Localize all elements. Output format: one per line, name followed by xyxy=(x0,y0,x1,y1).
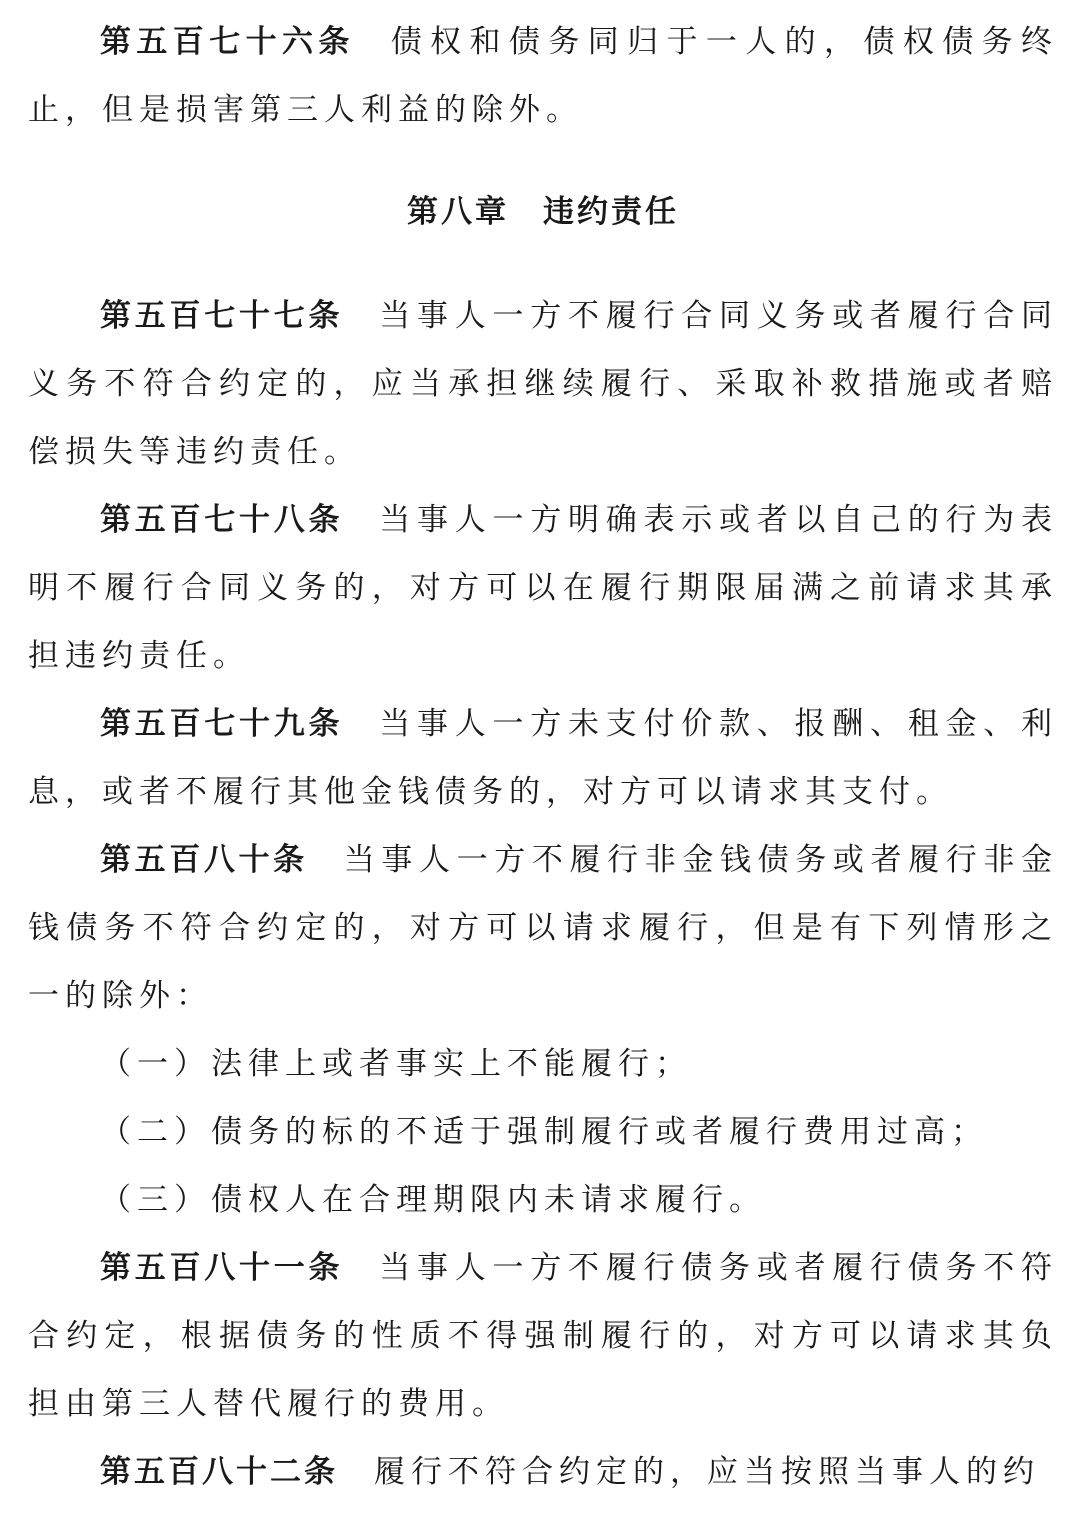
article-579 xyxy=(28,690,1058,826)
article-576 xyxy=(28,8,1058,144)
article-title: 第五百七十七条 xyxy=(100,298,344,334)
article-body: 当事人一方不履行非金钱债务或者履行非金钱债务不符合约定的，对方可以请求履行，但是有下列情形之一的除外： xyxy=(28,842,1058,1014)
article-title: 第五百七十九条 xyxy=(100,706,344,742)
list-item: （一）法律上或者事实上不能履行； xyxy=(100,1046,692,1082)
list-item: （二）债务的标的不适于强制履行或者履行费用过高； xyxy=(100,1114,988,1150)
list-item: （三）债权人在合理期限内未请求履行。 xyxy=(100,1182,766,1218)
article-body: 当事人一方不履行合同义务或者履行合同义务不符合约定的，应当承担继续履行、采取补救措施或者赔偿损失等违约责任。 xyxy=(28,298,1058,470)
article-title: 第五百七十六条 xyxy=(100,24,355,60)
chapter-heading xyxy=(28,178,1058,246)
article-580 xyxy=(28,826,1058,1030)
article-581 xyxy=(28,1234,1058,1438)
article-578 xyxy=(28,486,1058,690)
article-body: 当事人一方未支付价款、报酬、租金、利息，或者不履行其他金钱债务的，对方可以请求其支付。 xyxy=(28,706,1058,810)
article-577 xyxy=(28,282,1058,486)
article-582 xyxy=(28,1438,1058,1506)
article-body: 当事人一方明确表示或者以自己的行为表明不履行合同义务的，对方可以在履行期限届满之前请求其承担违约责任。 xyxy=(28,502,1058,674)
article-title: 第五百七十八条 xyxy=(100,502,344,538)
document-page xyxy=(28,0,1058,1506)
article-title: 第五百八十条 xyxy=(100,842,308,878)
chapter-number: 第八章 xyxy=(407,194,509,230)
article-body: 债权和债务同归于一人的，债权债务终止，但是损害第三人利益的除外。 xyxy=(28,24,1059,128)
chapter-name: 违约责任 xyxy=(543,194,679,230)
article-body: 履行不符合约定的，应当按照当事人的约 xyxy=(374,1454,1040,1490)
article-body: 当事人一方不履行债务或者履行债务不符合约定，根据债务的性质不得强制履行的，对方可以请求其负担由第三人替代履行的费用。 xyxy=(28,1250,1058,1422)
article-title: 第五百八十一条 xyxy=(100,1250,344,1286)
article-title: 第五百八十二条 xyxy=(100,1454,338,1490)
